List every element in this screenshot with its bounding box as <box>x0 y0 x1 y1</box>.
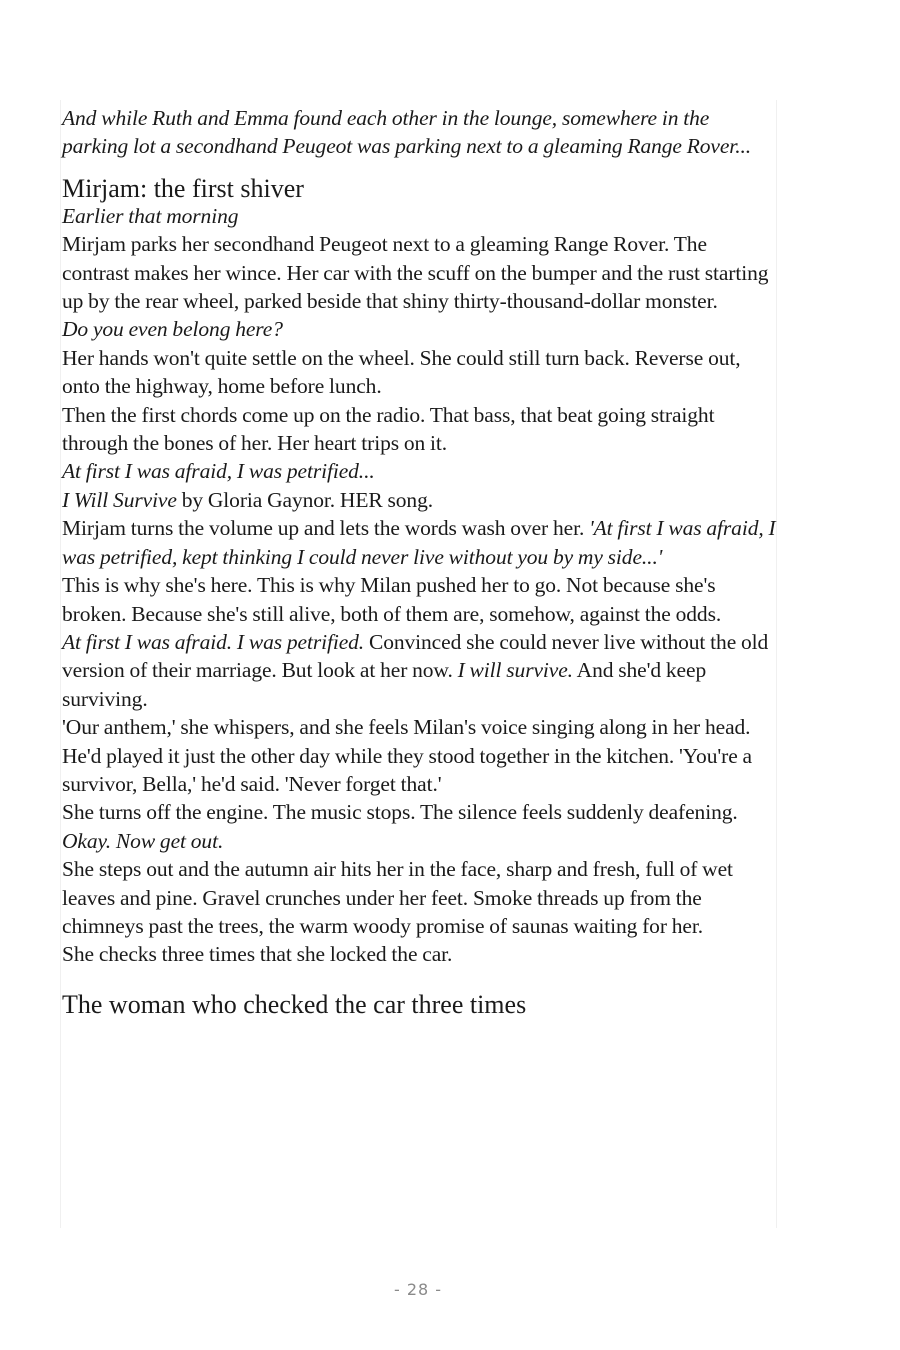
paragraph: Mirjam parks her secondhand Peugeot next to a gleaming Range Rover. The contrast makes her wince. Her car with the scuff on the bumper and the rust starting up by the rear wheel, parked beside that shiny thirty-thousand-dollar monster. <box>62 232 769 314</box>
song-lyric: At first I was afraid. I was petrified. <box>62 629 365 654</box>
song-title: I Will Survive <box>62 487 177 512</box>
page-number: - 28 - <box>393 1280 443 1299</box>
paragraph: She steps out and the autumn air hits her in the face, sharp and fresh, full of wet leaves and pine. Gravel crunches under her feet. Smoke threads up from the chimneys past the trees, the warm woody promise of saunas waiting for her. <box>62 857 733 938</box>
section-heading-mirjam: Mirjam: the first shiver <box>62 173 304 203</box>
paragraph: She checks three times that she locked the car. <box>62 942 453 967</box>
paragraph-text: And she'd keep surviving. <box>62 658 707 711</box>
paragraph: This is why she's here. This is why Milan pushed her to go. Not because she's broken. Because she's still alive, both of them are, somehow, against the odds. <box>62 573 722 626</box>
song-lyric: 'At first I was afraid, I was petrified, kept thinking I could never live without you by my side...' <box>62 516 776 569</box>
paragraph: She turns off the engine. The music stops. The silence feels suddenly deafening. <box>62 800 738 825</box>
intro-paragraph: And while Ruth and Emma found each other in the lounge, somewhere in the parking lot a secondhand Peugeot was parking next to a gleaming Range Rover... <box>62 106 752 159</box>
section-heading-woman: The woman who checked the car three times <box>62 989 527 1019</box>
paragraph <box>62 514 776 571</box>
section-subtitle: Earlier that morning <box>62 203 239 228</box>
inner-thought: Okay. Now get out. <box>62 828 224 853</box>
song-lyric: At first I was afraid, I was petrified... <box>62 459 375 484</box>
paragraph: Then the first chords come up on the radio. That bass, that beat going straight through the bones of her. Her heart trips on it. <box>62 402 715 456</box>
paragraph <box>62 628 776 713</box>
paragraph: Her hands won't quite settle on the wheel. She could still turn back. Reverse out, onto the highway, home before lunch. <box>62 345 741 399</box>
paragraph-text: Mirjam turns the volume up and lets the words wash over her. <box>62 516 590 541</box>
inner-thought: Do you even belong here? <box>62 317 283 342</box>
paragraph: 'Our anthem,' she whispers, and she feels Milan's voice singing along in her head. He'd played it just the other day while they stood together in the kitchen. 'You're a survivor, Bella,' he'd said. 'Never forget that.' <box>62 715 752 796</box>
song-credit: by Gloria Gaynor. HER song. <box>176 487 433 512</box>
paragraph-text: Convinced she could never live without the old version of their marriage. But look at her now. <box>62 629 769 683</box>
song-line <box>62 486 776 514</box>
page-content <box>62 104 776 1021</box>
song-lyric: I will survive. <box>457 658 573 683</box>
